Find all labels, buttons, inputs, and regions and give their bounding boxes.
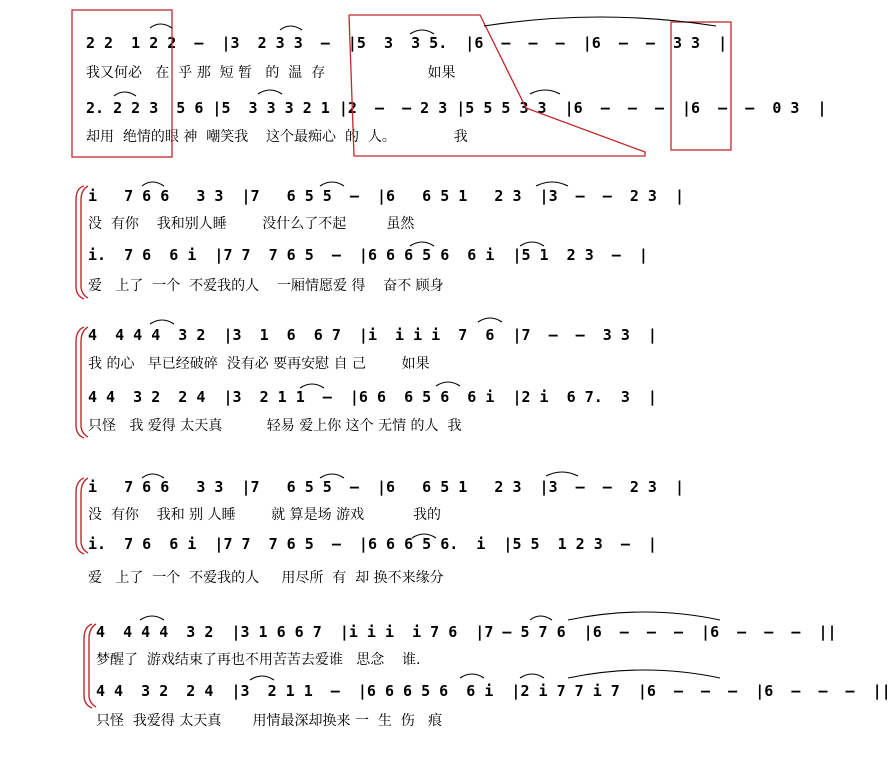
annotation-box-right (671, 22, 731, 150)
system-2-voice-1-lyrics: 没 有你 我和别人睡 没什么了不起 虽然 (88, 216, 415, 232)
system-1-voice-1-notes: 2 2 1 2 2 – |3 2 3 3 – |5 3 3 5. |6 – – – |6 – – 3 3 | (86, 34, 728, 52)
system-4-voice-2-notes: i. 7 6 6 i |7 7 7 6 5 – |6 6 6 5 6. i |5 5 1 2 3 – | (88, 535, 657, 553)
system-5-voice-2-notes: 4 4 3 2 2 4 |3 2 1 1 – |6 6 6 5 6 6 i |2 i 7 7 i 7 |6 – – – |6 – – – || (96, 682, 891, 700)
annotation-box-left (72, 10, 172, 157)
system-1-voice-2-notes: 2. 2 2 3 5 6 |5 3 3 3 2 1 |2 – – 2 3 |5 5 5 3 3 |6 – – – |6 – – 0 3 | (86, 99, 827, 117)
system-1-voice-1-lyrics: 我又何必 在 乎 那 短 暂 的 温 存 如果 (86, 65, 456, 81)
system-2-voice-2-lyrics: 爱 上了 一个 不爱我的人 一厢情愿爱 得 奋不 顾身 (88, 278, 444, 294)
system-5-voice-1-notes: 4 4 4 4 3 2 |3 1 6 6 7 |i i i i 7 6 |7 – 5 7 6 |6 – – – |6 – – – || (96, 623, 837, 641)
system-3-voice-2-notes: 4 4 3 2 2 4 |3 2 1 1 – |6 6 6 5 6 6 i |2 i 6 7. 3 | (88, 388, 657, 406)
system-3-voice-2-lyrics: 只怪 我 爱得 太天真 轻易 爱上你 这个 无情 的人 我 (88, 418, 462, 434)
system-3-voice-1-notes: 4 4 4 4 3 2 |3 1 6 6 7 |i i i i 7 6 |7 – – 3 3 | (88, 326, 657, 344)
system-2-voice-1-notes: i 7 6 6 3 3 |7 6 5 5 – |6 6 5 1 2 3 |3 – – 2 3 | (88, 187, 685, 205)
system-5-voice-1-lyrics: 梦醒了 游戏结束了再也不用苦苦去爱谁 思念 谁. (96, 652, 421, 668)
system-3-voice-1-lyrics: 我 的心 早已经破碎 没有必 要再安慰 自 己 如果 (88, 356, 430, 372)
system-4-voice-1-lyrics: 没 有你 我和 别 人睡 就 算是场 游戏 我的 (88, 507, 442, 523)
system-4-voice-2-lyrics: 爱 上了 一个 不爱我的人 用尽所 有 却 换不来缘分 (88, 570, 444, 586)
system-4-voice-1-notes: i 7 6 6 3 3 |7 6 5 5 – |6 6 5 1 2 3 |3 – – 2 3 | (88, 478, 685, 496)
annotation-outline-middle (349, 15, 645, 156)
system-braces (76, 186, 96, 708)
system-1-voice-2-lyrics: 却用 绝情的眼 神 嘲笑我 这个最痴心 的 人。 我 (86, 129, 468, 145)
slurs (114, 17, 720, 680)
system-2-voice-2-notes: i. 7 6 6 i |7 7 7 6 5 – |6 6 6 5 6 6 i |5 1 2 3 – | (88, 246, 648, 264)
system-5-voice-2-lyrics: 只怪 我爱得 太天真 用情最深却换来 一 生 伤 痕 (96, 713, 443, 729)
